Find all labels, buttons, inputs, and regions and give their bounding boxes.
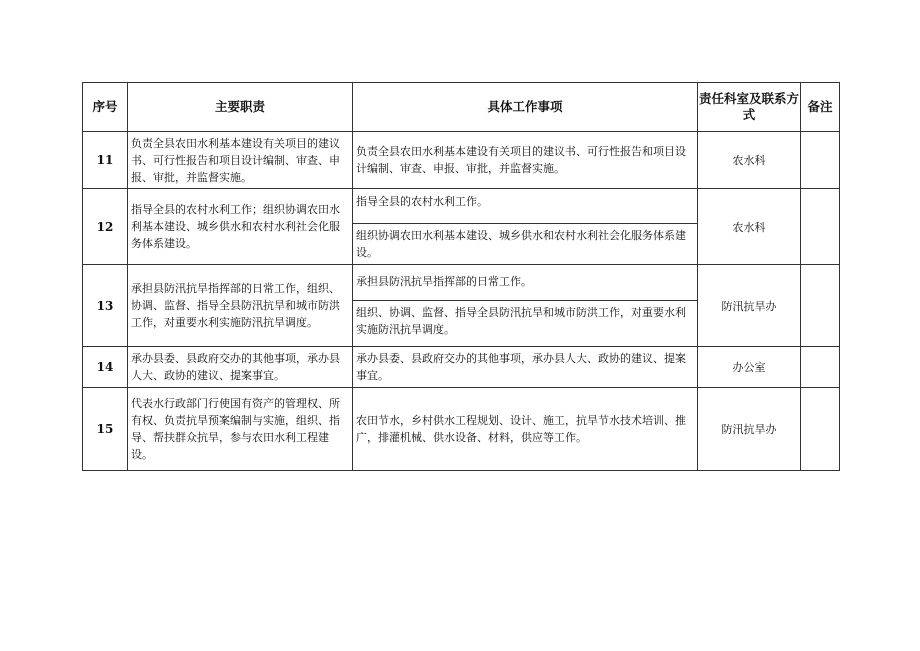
table-row [83, 265, 840, 347]
task-item: 指导全县的农村水利工作。 [356, 194, 488, 208]
row-dept: 农水科 [698, 189, 801, 265]
header-dept: 责任科室及联系方式 [698, 83, 801, 132]
task-item: 承办县委、县政府交办的其他事项，承办县人大、政协的建议、提案事宜。 [356, 352, 686, 382]
row-duty: 承担县防汛抗旱指挥部的日常工作，组织、协调、监督、指导全县防汛抗旱和城市防洪工作，对重要水利实施防汛抗旱调度。 [128, 265, 353, 347]
row-note [801, 265, 840, 347]
row-duty: 承办县委、县政府交办的其他事项，承办县人大、政协的建议、提案事宜。 [128, 347, 353, 388]
table-row [83, 132, 840, 189]
row-dept: 防汛抗旱办 [698, 388, 801, 471]
row-tasks [353, 132, 698, 189]
row-duty: 代表水行政部门行使国有资产的管理权、所有权、负责抗旱预案编制与实施，组织、指导、帮扶群众抗旱，参与农田水利工程建设。 [128, 388, 353, 471]
header-note: 备注 [801, 83, 840, 132]
row-dept: 农水科 [698, 132, 801, 189]
row-note [801, 347, 840, 388]
task-item: 农田节水，乡村供水工程规划、设计、施工，抗旱节水技术培训、推广，排灌机械、供水设备、材料，供应等工作。 [356, 414, 686, 444]
row-dept: 防汛抗旱办 [698, 265, 801, 347]
row-note [801, 189, 840, 265]
row-seq: 12 [83, 189, 128, 265]
task-item: 组织、协调、监督、指导全县防汛抗旱和城市防洪工作，对重要水利实施防汛抗旱调度。 [353, 300, 697, 341]
row-seq: 13 [83, 265, 128, 347]
row-note [801, 132, 840, 189]
header-seq: 序号 [83, 83, 128, 132]
header-tasks: 具体工作事项 [353, 83, 698, 132]
task-item: 组织协调农田水利基本建设、城乡供水和农村水利社会化服务体系建设。 [353, 223, 697, 264]
task-item: 负责全县农田水利基本建设有关项目的建议书、可行性报告和项目设计编制、审查、申报、审批，并监督实施。 [356, 145, 686, 175]
table-row [83, 189, 840, 265]
header-row [83, 83, 840, 132]
row-seq: 15 [83, 388, 128, 471]
duty-table [82, 82, 840, 471]
table-row [83, 388, 840, 471]
row-duty: 指导全县的农村水利工作；组织协调农田水利基本建设、城乡供水和农村水利社会化服务体系建设。 [128, 189, 353, 265]
row-tasks [353, 265, 698, 347]
row-seq: 14 [83, 347, 128, 388]
table-row [83, 347, 840, 388]
row-dept: 办公室 [698, 347, 801, 388]
header-duty: 主要职责 [128, 83, 353, 132]
row-note [801, 388, 840, 471]
row-duty: 负责全县农田水利基本建设有关项目的建议书、可行性报告和项目设计编制、审查、申报、审批，并监督实施。 [128, 132, 353, 189]
row-tasks [353, 189, 698, 265]
row-tasks [353, 388, 698, 471]
row-seq: 11 [83, 132, 128, 189]
task-item: 承担县防汛抗旱指挥部的日常工作。 [356, 275, 532, 288]
row-tasks [353, 347, 698, 388]
